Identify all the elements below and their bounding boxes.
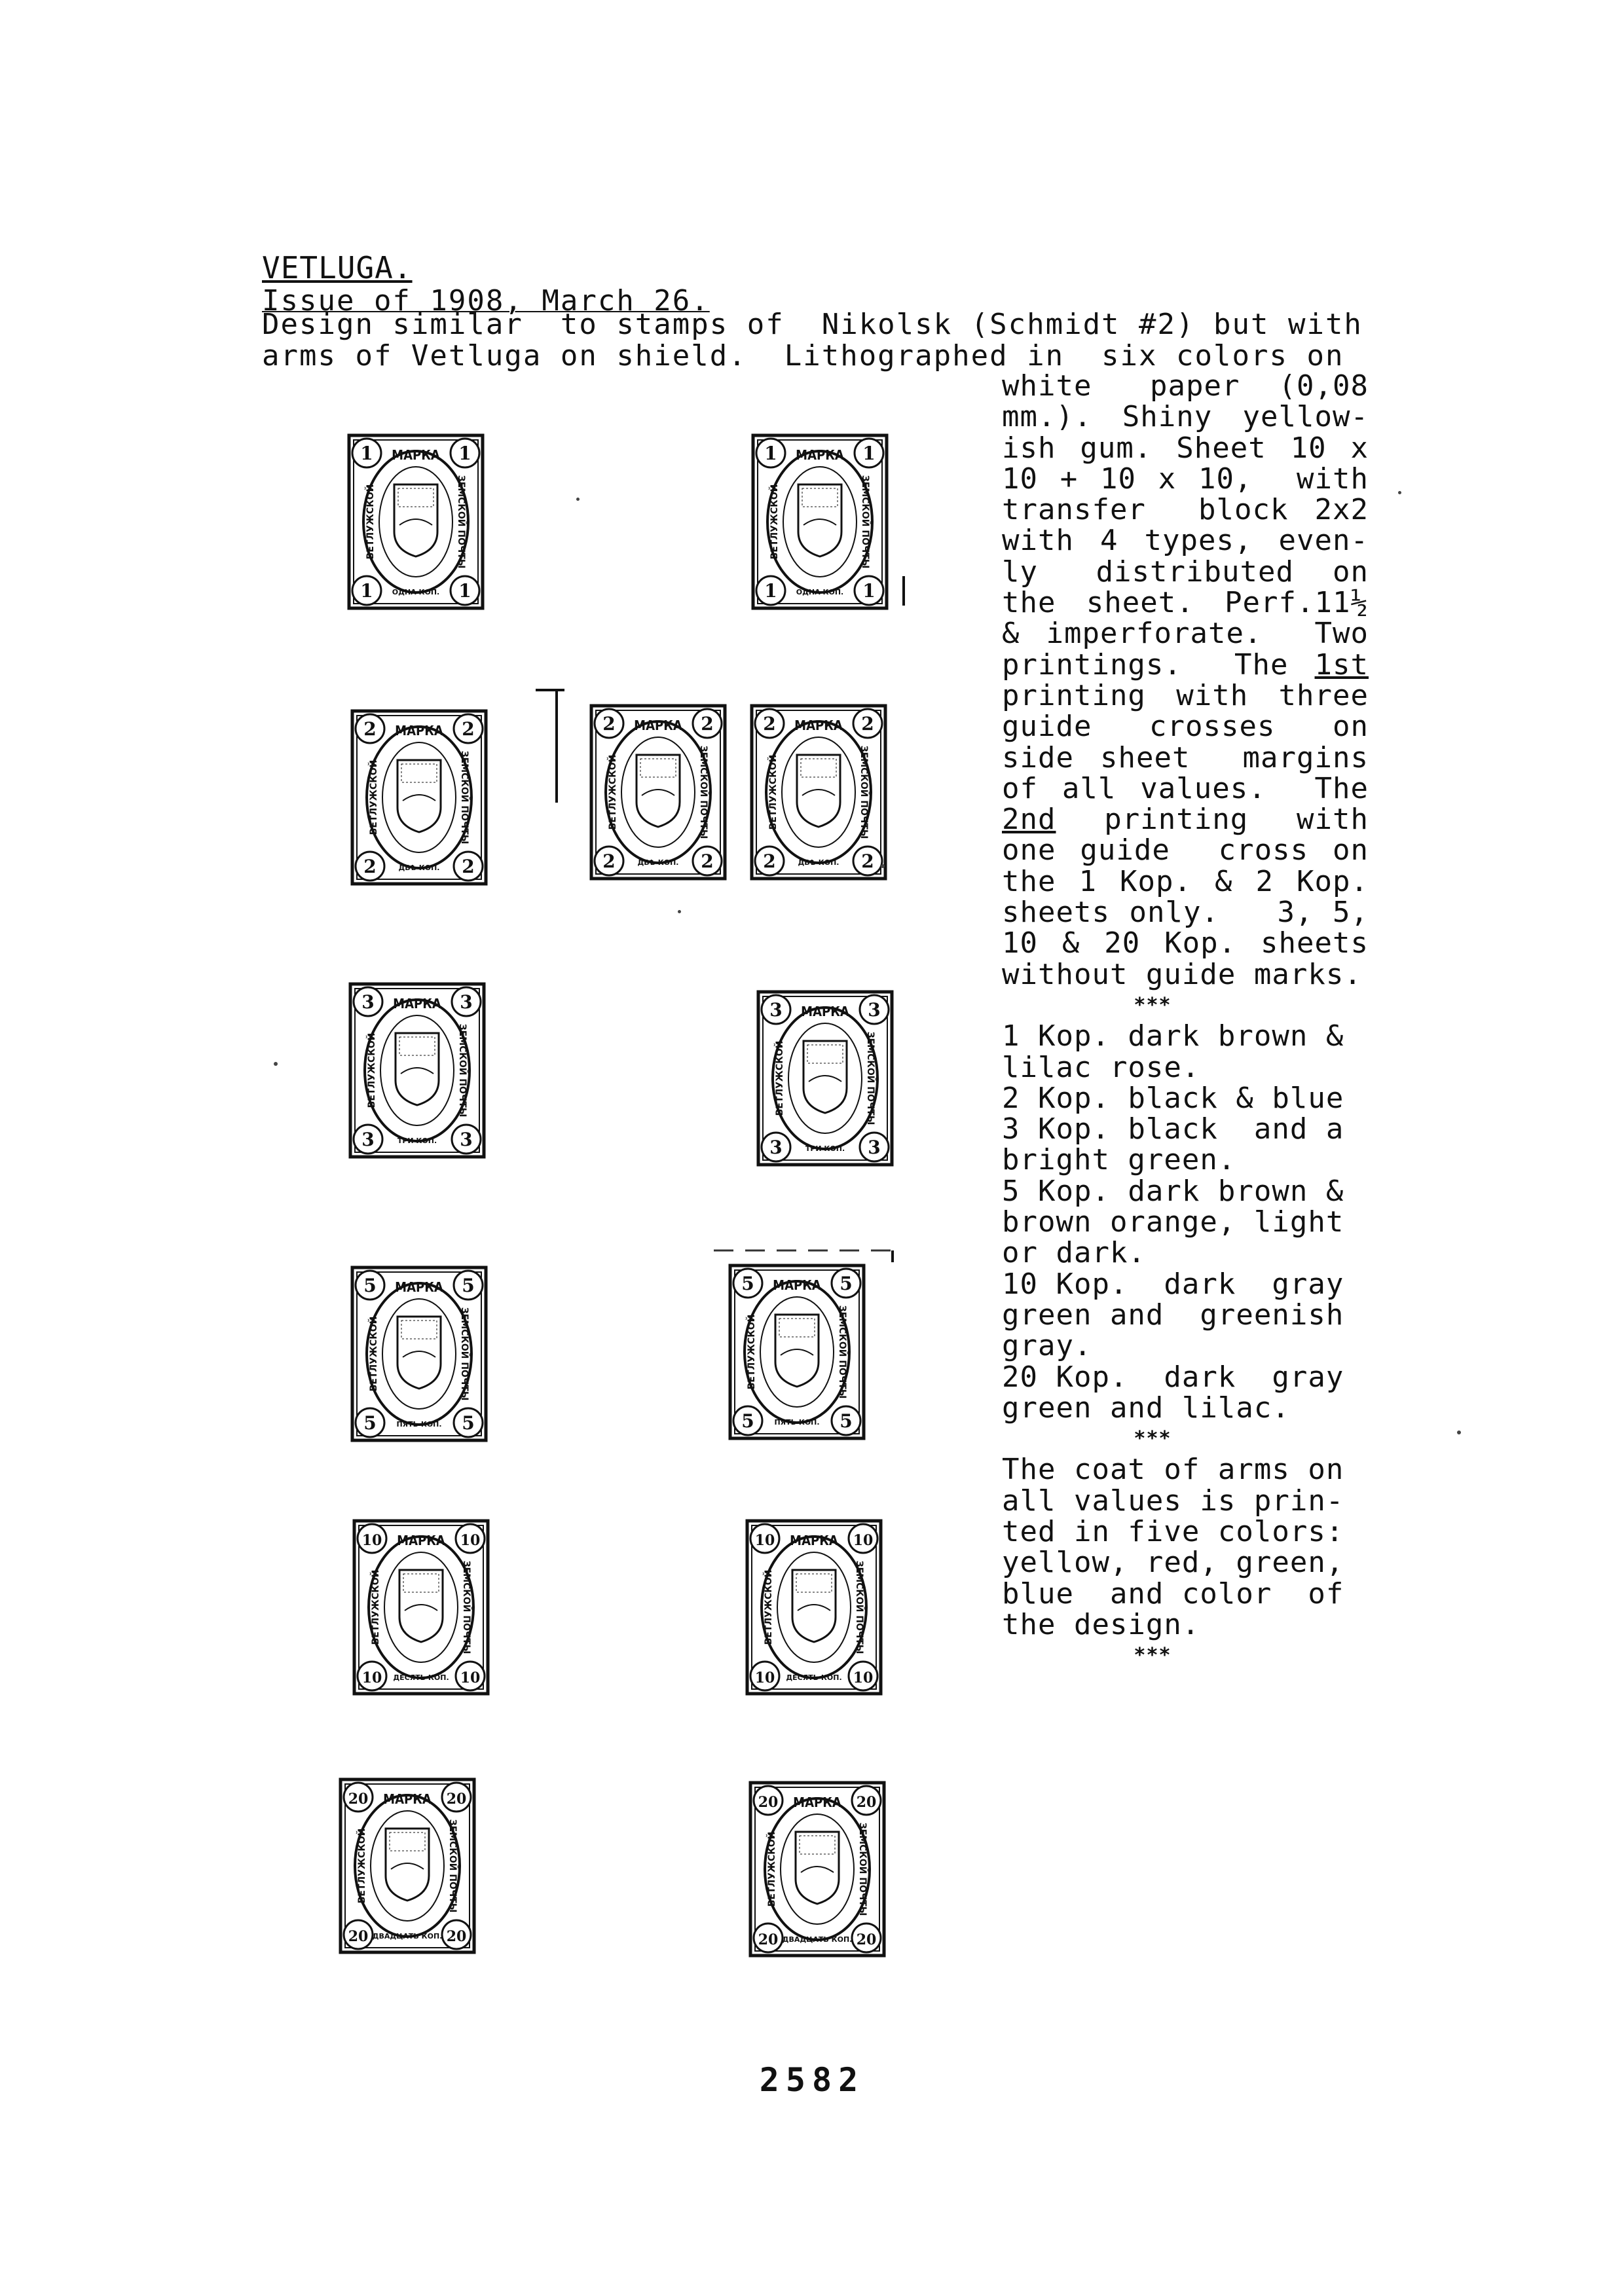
- separator: ***: [1134, 1644, 1172, 1667]
- svg-text:2: 2: [701, 850, 714, 872]
- svg-text:5: 5: [462, 1412, 475, 1434]
- arms-line: The coat of arms on: [1002, 1453, 1344, 1487]
- svg-text:10: 10: [460, 1532, 481, 1549]
- svg-text:ЗЕМСКОЙ ПОЧТЫ: ЗЕМСКОЙ ПОЧТЫ: [858, 745, 869, 839]
- arms-line: all values is prin-: [1002, 1484, 1344, 1518]
- svg-text:ВЕТЛУЖСКОЙ: ВЕТЛУЖСКОЙ: [747, 1314, 757, 1390]
- design-line-1: Design similar to stamps of Nikolsk (Schmidt #2) but with: [262, 308, 1363, 341]
- description-line: ish gum. Sheet 10 x: [1002, 431, 1369, 465]
- svg-text:10: 10: [853, 1532, 874, 1549]
- design-line-2: arms of Vetluga on shield. Lithographed in six colors on: [262, 339, 1344, 373]
- svg-text:1: 1: [862, 443, 876, 464]
- svg-text:5: 5: [741, 1273, 754, 1294]
- paper-speck: [881, 864, 885, 868]
- svg-text:2: 2: [701, 713, 714, 735]
- svg-text:МАРКА: МАРКА: [796, 447, 844, 463]
- svg-text:ВЕТЛУЖСКОЙ: ВЕТЛУЖСКОЙ: [764, 1569, 774, 1645]
- svg-text:1: 1: [360, 580, 373, 602]
- svg-text:ЗЕМСКОЙ ПОЧТЫ: ЗЕМСКОЙ ПОЧТЫ: [447, 1819, 458, 1913]
- description-line: white paper (0,08: [1002, 369, 1369, 403]
- description-line: transfer block 2x2: [1002, 493, 1369, 527]
- svg-text:2: 2: [763, 713, 776, 735]
- svg-text:1: 1: [862, 580, 876, 602]
- svg-text:МАРКА: МАРКА: [801, 1004, 849, 1019]
- svg-text:ВЕТЛУЖСКОЙ: ВЕТЛУЖСКОЙ: [369, 759, 379, 835]
- description-line: the sheet. Perf.11½: [1002, 586, 1369, 620]
- stamp-image: [589, 704, 727, 881]
- arms-line: yellow, red, green,: [1002, 1546, 1344, 1580]
- svg-text:ВЕТЛУЖСКОЙ: ВЕТЛУЖСКОЙ: [775, 1040, 785, 1116]
- svg-text:ПЯТЬ КОП.: ПЯТЬ КОП.: [774, 1418, 820, 1427]
- description-line: sheets only. 3, 5,: [1002, 896, 1369, 930]
- svg-text:20: 20: [348, 1928, 369, 1945]
- svg-text:5: 5: [363, 1275, 377, 1296]
- color-line: 10 Kop. dark gray: [1002, 1267, 1344, 1301]
- paper-speck: [1457, 1430, 1461, 1434]
- svg-text:ЗЕМСКОЙ ПОЧТЫ: ЗЕМСКОЙ ПОЧТЫ: [459, 750, 470, 845]
- stamp-image: [347, 433, 485, 610]
- description-line: & imperforate. Two: [1002, 617, 1369, 651]
- svg-text:МАРКА: МАРКА: [395, 1279, 443, 1295]
- svg-text:МАРКА: МАРКА: [793, 1795, 841, 1810]
- svg-text:ДЕСЯТЬ КОП.: ДЕСЯТЬ КОП.: [786, 1673, 842, 1682]
- color-line: green and lilac.: [1002, 1391, 1290, 1425]
- description-line: with 4 types, even-: [1002, 524, 1369, 558]
- stamp-image: [751, 433, 889, 610]
- svg-text:1: 1: [764, 443, 777, 464]
- svg-text:20: 20: [856, 1931, 877, 1948]
- svg-text:2: 2: [363, 856, 377, 877]
- stamp-image: [348, 982, 486, 1159]
- stamp-image: [339, 1777, 476, 1954]
- color-line: 3 Kop. black and a: [1002, 1112, 1344, 1146]
- svg-text:ДВАДЦАТЬ КОП.: ДВАДЦАТЬ КОП.: [782, 1935, 853, 1944]
- svg-text:ЗЕМСКОЙ ПОЧТЫ: ЗЕМСКОЙ ПОЧТЫ: [457, 1023, 468, 1118]
- svg-text:ТРИ КОП.: ТРИ КОП.: [805, 1144, 845, 1153]
- svg-text:3: 3: [361, 991, 375, 1013]
- svg-text:ДВѢ КОП.: ДВѢ КОП.: [637, 858, 679, 867]
- stamp-image: [756, 990, 894, 1167]
- svg-text:10: 10: [361, 1669, 382, 1686]
- svg-text:1: 1: [764, 580, 777, 602]
- svg-text:ДВѢ КОП.: ДВѢ КОП.: [798, 858, 840, 867]
- svg-text:ВЕТЛУЖСКОЙ: ВЕТЛУЖСКОЙ: [369, 1316, 379, 1392]
- description-line: mm.). Shiny yellow-: [1002, 400, 1369, 434]
- color-line: green and greenish: [1002, 1298, 1344, 1332]
- color-line: 5 Kop. dark brown &: [1002, 1174, 1344, 1208]
- stamp-image: [728, 1264, 866, 1440]
- svg-text:ЗЕМСКОЙ ПОЧТЫ: ЗЕМСКОЙ ПОЧТЫ: [456, 475, 466, 569]
- svg-text:3: 3: [769, 1137, 783, 1158]
- svg-text:МАРКА: МАРКА: [393, 996, 441, 1011]
- description-line: printing with three: [1002, 678, 1369, 712]
- stamp-image: [352, 1519, 490, 1696]
- arms-line: ted in five colors:: [1002, 1514, 1344, 1548]
- svg-text:ВЕТЛУЖСКОЙ: ВЕТЛУЖСКОЙ: [357, 1828, 367, 1904]
- svg-text:3: 3: [460, 1129, 473, 1150]
- svg-text:20: 20: [446, 1791, 467, 1808]
- color-line: 1 Kop. dark brown &: [1002, 1019, 1344, 1053]
- svg-text:20: 20: [758, 1794, 779, 1811]
- stamp-image: [748, 1781, 886, 1958]
- svg-text:2: 2: [763, 850, 776, 872]
- paper-speck: [1398, 491, 1401, 494]
- svg-text:ВЕТЛУЖСКОЙ: ВЕТЛУЖСКОЙ: [768, 754, 779, 830]
- stamp-image: [350, 709, 488, 886]
- svg-text:ЗЕМСКОЙ ПОЧТЫ: ЗЕМСКОЙ ПОЧТЫ: [857, 1822, 868, 1916]
- svg-text:10: 10: [853, 1669, 874, 1686]
- description-line: of all values. The: [1002, 771, 1369, 805]
- svg-text:3: 3: [361, 1129, 375, 1150]
- svg-text:1: 1: [458, 443, 471, 464]
- description-line: without guide marks.: [1002, 957, 1362, 991]
- svg-text:ЗЕМСКОЙ ПОЧТЫ: ЗЕМСКОЙ ПОЧТЫ: [865, 1031, 876, 1125]
- svg-text:10: 10: [460, 1669, 481, 1686]
- svg-text:1: 1: [360, 443, 373, 464]
- svg-text:20: 20: [758, 1931, 779, 1948]
- svg-text:3: 3: [868, 1137, 881, 1158]
- svg-text:5: 5: [741, 1410, 754, 1432]
- color-line: gray.: [1002, 1329, 1092, 1363]
- description-line: printings. The 1st: [1002, 647, 1369, 682]
- svg-text:ДЕСЯТЬ КОП.: ДЕСЯТЬ КОП.: [393, 1673, 449, 1682]
- description-line: 2nd printing with: [1002, 803, 1369, 837]
- stamp-image: [745, 1519, 883, 1696]
- svg-text:МАРКА: МАРКА: [634, 718, 682, 733]
- svg-text:3: 3: [868, 999, 881, 1021]
- svg-text:ЗЕМСКОЙ ПОЧТЫ: ЗЕМСКОЙ ПОЧТЫ: [459, 1307, 470, 1401]
- guide-cross-mark: [530, 687, 570, 805]
- svg-text:20: 20: [348, 1791, 369, 1808]
- svg-text:20: 20: [856, 1794, 877, 1811]
- svg-text:ЗЕМСКОЙ ПОЧТЫ: ЗЕМСКОЙ ПОЧТЫ: [461, 1560, 471, 1654]
- color-line: bright green.: [1002, 1143, 1236, 1177]
- separator: ***: [1134, 993, 1172, 1017]
- paper-speck: [576, 498, 580, 501]
- color-line: brown orange, light: [1002, 1205, 1344, 1239]
- svg-text:МАРКА: МАРКА: [397, 1533, 445, 1548]
- svg-text:2: 2: [602, 713, 616, 735]
- svg-text:ЗЕМСКОЙ ПОЧТЫ: ЗЕМСКОЙ ПОЧТЫ: [860, 475, 870, 569]
- svg-text:10: 10: [754, 1532, 775, 1549]
- svg-text:ВЕТЛУЖСКОЙ: ВЕТЛУЖСКОЙ: [367, 1032, 377, 1108]
- svg-text:МАРКА: МАРКА: [395, 723, 443, 738]
- stamp-image: [750, 704, 887, 881]
- svg-text:ТРИ КОП.: ТРИ КОП.: [397, 1137, 437, 1145]
- paper-speck: [678, 910, 681, 913]
- svg-text:2: 2: [861, 713, 874, 735]
- color-line: or dark.: [1002, 1236, 1146, 1270]
- arms-line: the design.: [1002, 1607, 1200, 1641]
- svg-text:5: 5: [363, 1412, 377, 1434]
- paper-speck: [274, 1062, 278, 1066]
- svg-text:МАРКА: МАРКА: [790, 1533, 838, 1548]
- svg-text:10: 10: [361, 1532, 382, 1549]
- page-title: VETLUGA.: [262, 250, 413, 285]
- svg-text:ЗЕМСКОЙ ПОЧТЫ: ЗЕМСКОЙ ПОЧТЫ: [698, 745, 709, 839]
- svg-text:20: 20: [446, 1928, 467, 1945]
- svg-text:3: 3: [769, 999, 783, 1021]
- color-line: 20 Kop. dark gray: [1002, 1360, 1344, 1394]
- description-line: one guide cross on: [1002, 833, 1369, 867]
- svg-text:3: 3: [460, 991, 473, 1013]
- description-line: 10 & 20 Kop. sheets: [1002, 926, 1369, 960]
- svg-text:5: 5: [462, 1275, 475, 1296]
- svg-text:1: 1: [458, 580, 471, 602]
- svg-text:5: 5: [840, 1273, 853, 1294]
- page-number: 2582: [759, 2061, 865, 2099]
- svg-text:ВЕТЛУЖСКОЙ: ВЕТЛУЖСКОЙ: [371, 1569, 381, 1645]
- svg-text:МАРКА: МАРКА: [773, 1277, 821, 1293]
- svg-text:2: 2: [462, 856, 475, 877]
- color-line: 2 Kop. black & blue: [1002, 1081, 1344, 1115]
- svg-text:ВЕТЛУЖСКОЙ: ВЕТЛУЖСКОЙ: [608, 754, 618, 830]
- svg-text:ОДНА КОП.: ОДНА КОП.: [392, 588, 440, 596]
- svg-text:ВЕТЛУЖСКОЙ: ВЕТЛУЖСКОЙ: [365, 484, 376, 560]
- color-line: lilac rose.: [1002, 1050, 1200, 1084]
- separator: ***: [1134, 1427, 1172, 1451]
- svg-text:2: 2: [861, 850, 874, 872]
- stamp-image: [350, 1266, 488, 1442]
- svg-text:ВЕТЛУЖСКОЙ: ВЕТЛУЖСКОЙ: [767, 1831, 777, 1907]
- sheet-margin-mark: [897, 576, 910, 609]
- svg-text:5: 5: [840, 1410, 853, 1432]
- svg-text:МАРКА: МАРКА: [794, 718, 843, 733]
- svg-text:ВЕТЛУЖСКОЙ: ВЕТЛУЖСКОЙ: [769, 484, 780, 560]
- description-line: side sheet margins: [1002, 740, 1369, 774]
- svg-text:ПЯТЬ КОП.: ПЯТЬ КОП.: [396, 1420, 442, 1429]
- description-column: [1002, 371, 1369, 1671]
- description-line: 10 + 10 x 10, with: [1002, 462, 1369, 496]
- svg-text:ДВАДЦАТЬ КОП.: ДВАДЦАТЬ КОП.: [372, 1932, 443, 1941]
- arms-line: blue and color of: [1002, 1576, 1344, 1611]
- svg-text:10: 10: [754, 1669, 775, 1686]
- description-line: guide crosses on: [1002, 710, 1369, 744]
- svg-text:ДВѢ КОП.: ДВѢ КОП.: [398, 864, 440, 872]
- svg-text:ОДНА КОП.: ОДНА КОП.: [796, 588, 844, 596]
- svg-text:МАРКА: МАРКА: [383, 1791, 432, 1807]
- sheet-margin-mark: [710, 1244, 907, 1264]
- svg-text:МАРКА: МАРКА: [392, 447, 440, 463]
- description-line: the 1 Kop. & 2 Kop.: [1002, 864, 1369, 898]
- svg-text:2: 2: [462, 718, 475, 740]
- issue-date: Issue of 1908, March 26.: [262, 284, 710, 318]
- svg-text:2: 2: [602, 850, 616, 872]
- svg-text:ЗЕМСКОЙ ПОЧТЫ: ЗЕМСКОЙ ПОЧТЫ: [837, 1305, 847, 1399]
- description-line: ly distributed on: [1002, 555, 1369, 589]
- svg-text:2: 2: [363, 718, 377, 740]
- svg-text:ЗЕМСКОЙ ПОЧТЫ: ЗЕМСКОЙ ПОЧТЫ: [854, 1560, 864, 1654]
